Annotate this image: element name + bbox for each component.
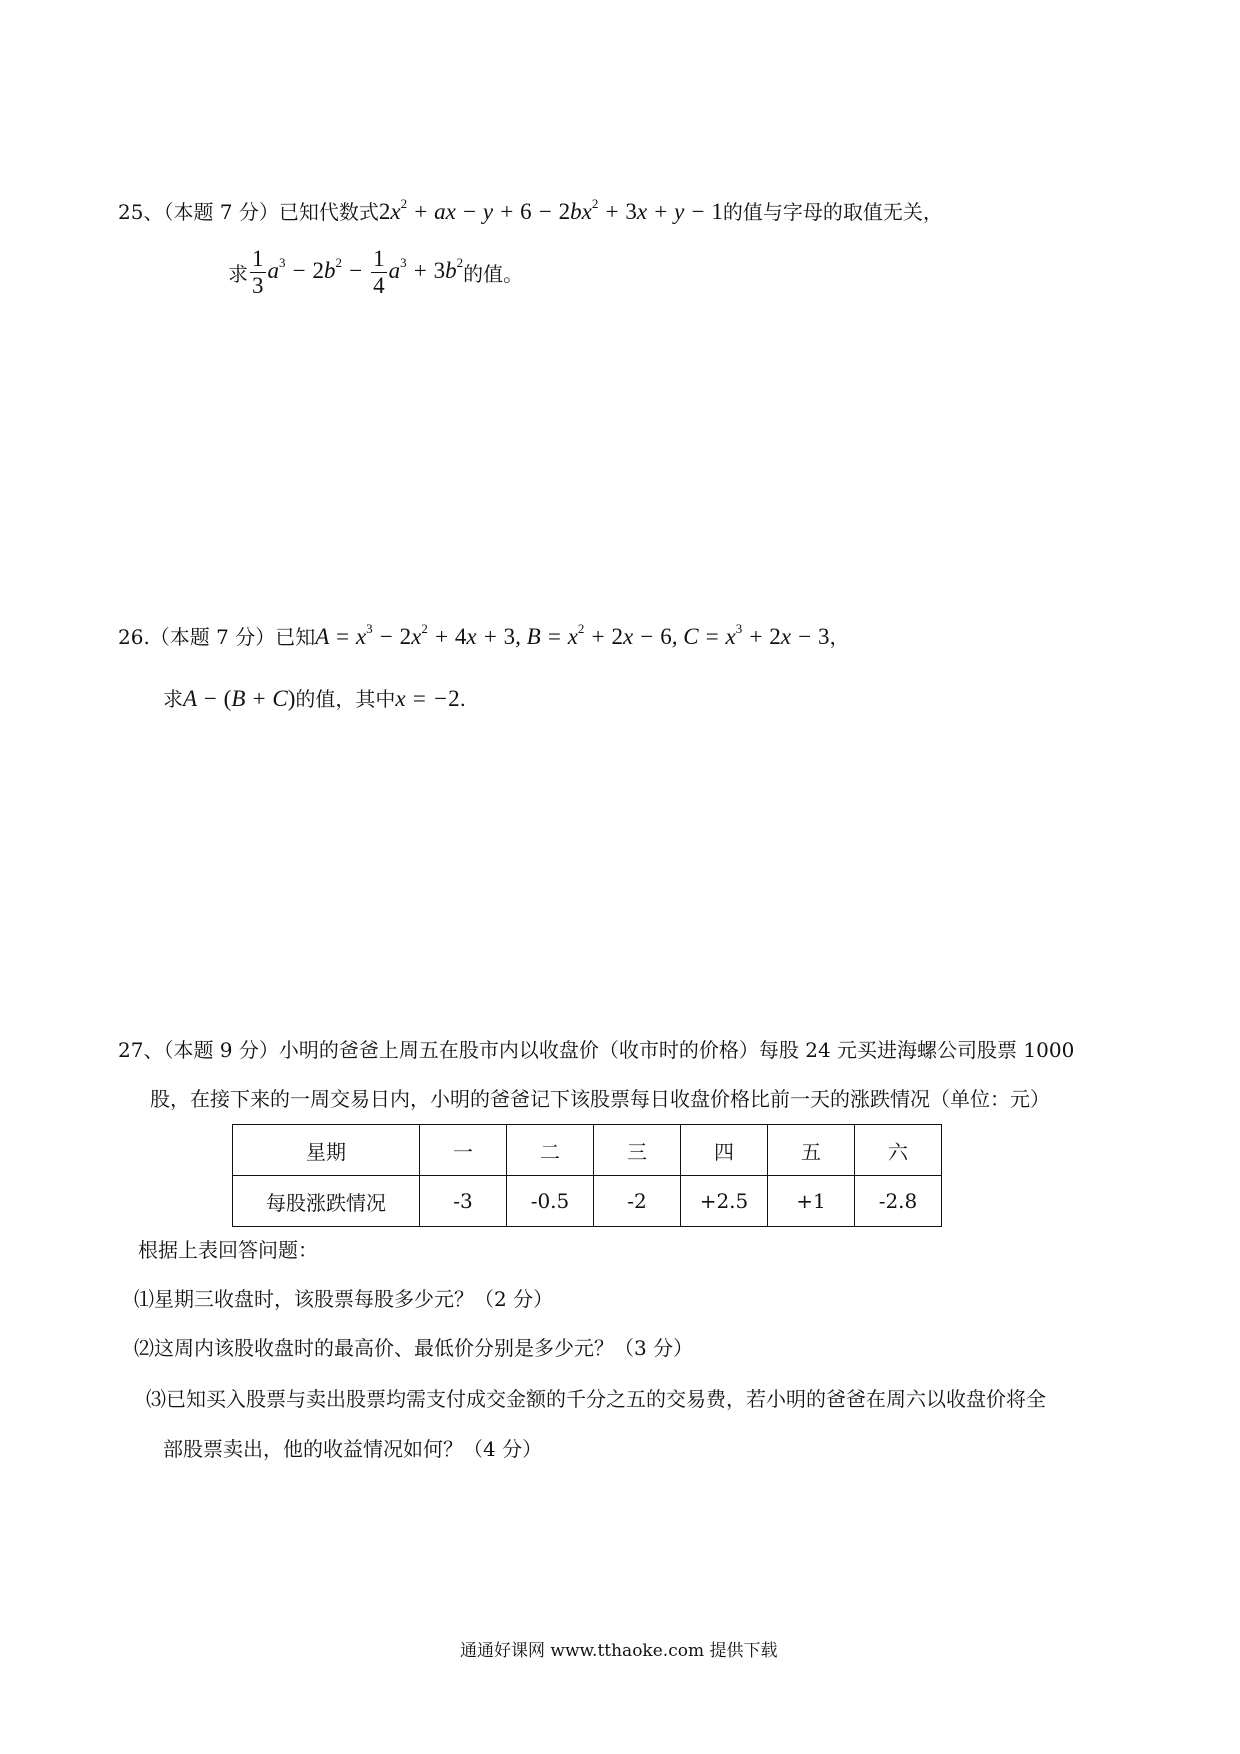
q26-line2-mid: 的值，其中	[295, 687, 396, 711]
q25-line2-suffix: 的值。	[463, 262, 524, 286]
table-day: 五	[768, 1125, 855, 1176]
table-day: 三	[594, 1125, 681, 1176]
table-value: -2.8	[855, 1176, 942, 1227]
q26-prefix: 26.（本题 7 分）已知	[118, 625, 316, 649]
table-row	[233, 1176, 942, 1227]
table-day: 一	[420, 1125, 507, 1176]
table-value: +1	[768, 1176, 855, 1227]
q26-line2: 求A − (B + C)的值，其中x = −2.	[163, 686, 467, 711]
q26-target-expression: A − (B + C)	[183, 686, 296, 711]
q27-sub2: ⑵这周内该股收盘时的最高价、最低价分别是多少元？（3 分）	[134, 1336, 694, 1360]
q27-line2: 股，在接下来的一周交易日内，小明的爸爸记下该股票每日收盘价格比前一天的涨跌情况（单位：元）	[150, 1087, 1050, 1111]
q26-x-value: x = −2	[395, 686, 460, 711]
q27-sub3-line1: ⑶已知买入股票与卖出股票均需支付成交金额的千分之五的交易费，若小明的爸爸在周六以收盘价将全	[146, 1387, 1046, 1411]
q27-sub3-line2: 部股票卖出，他的收益情况如何？（4 分）	[163, 1437, 543, 1461]
table-value: -2	[594, 1176, 681, 1227]
table-value: +2.5	[681, 1176, 768, 1227]
table-value: -3	[420, 1176, 507, 1227]
footer-credit: 通通好课网 www.tthaoke.com 提供下载	[460, 1641, 778, 1661]
table-header-label: 星期	[233, 1125, 420, 1176]
table-row	[233, 1125, 942, 1176]
table-value: -0.5	[507, 1176, 594, 1227]
q25-expression: $2x^2$ + ax − $y + 6 - 2bx^2 + 3x + y - 1$	[378, 196, 723, 224]
q25-prefix: 25、（本题 7 分）已知代数式	[118, 200, 379, 224]
table-day: 二	[507, 1125, 594, 1176]
q25-target-expression: $\frac{1}{3}$ $a^3 - 2b^2$ − $\frac{1}{4}$ $a^3 + 3b^2$	[252, 246, 464, 298]
q26-line2-prefix: 求	[163, 687, 183, 711]
stock-table	[232, 1124, 942, 1227]
table-day: 四	[681, 1125, 768, 1176]
table-day: 六	[855, 1125, 942, 1176]
q27-intro: 根据上表回答问题：	[138, 1238, 318, 1262]
q25-suffix: 的值与字母的取值无关，	[722, 200, 943, 224]
q27-line1: 27、（本题 9 分）小明的爸爸上周五在股市内以收盘价（收市时的价格）每股 24 元买进海螺公司股票 1000	[118, 1038, 1075, 1062]
q27-sub1: ⑴星期三收盘时，该股票每股多少元？（2 分）	[134, 1287, 554, 1311]
q26-line1: 26.（本题 7 分）已知$A = x^3 - 2x^2 + 4x + 3$, $B = x^2 + 2x - 6$, $C = x^3 + 2x - 3$，	[118, 621, 850, 649]
table-row-label: 每股涨跌情况	[233, 1176, 420, 1227]
q25-line1	[118, 196, 943, 225]
q25-line2	[228, 246, 523, 299]
q26-definitions: $A = x^3 - 2x^2 + 4x + 3$, $B = x^2 + 2x - 6$, $C = x^3 + 2x - 3$	[315, 621, 830, 649]
q25-line2-prefix: 求	[228, 262, 248, 286]
